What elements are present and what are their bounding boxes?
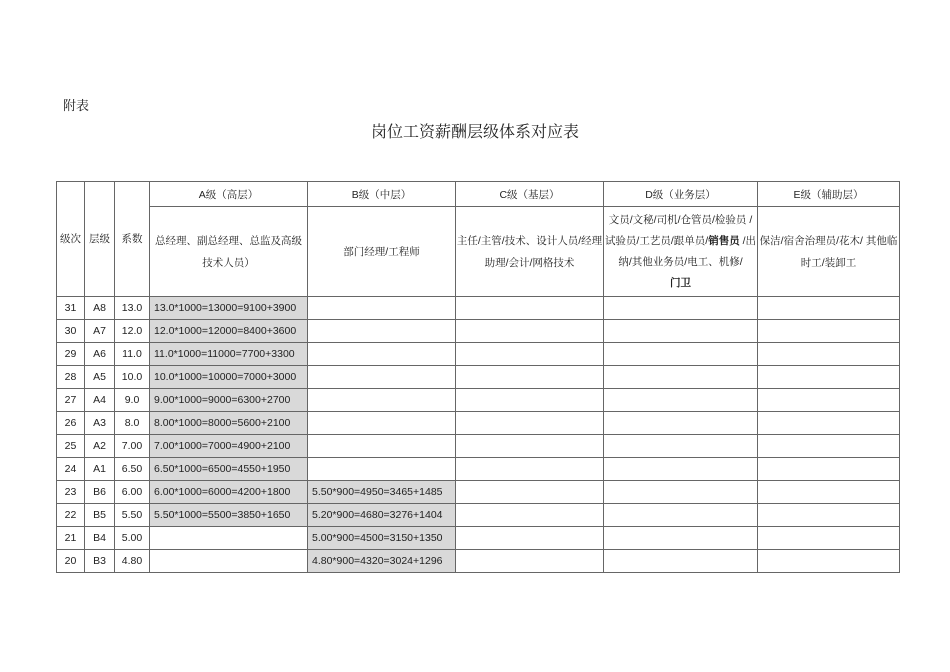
cell-cengji: A3 bbox=[85, 412, 115, 435]
cell-grade-b bbox=[308, 389, 456, 412]
cell-jici: 21 bbox=[57, 527, 85, 550]
table-row bbox=[57, 458, 900, 481]
cell-jici: 30 bbox=[57, 320, 85, 343]
grade-a-header: A级（高层） bbox=[150, 182, 308, 207]
cell-cengji: A6 bbox=[85, 343, 115, 366]
cell-cengji: A1 bbox=[85, 458, 115, 481]
cell-grade-d bbox=[604, 366, 758, 389]
grade-d-desc-part2: /出纳/其他业务员/电工、机修/ bbox=[618, 234, 757, 268]
cell-grade-d bbox=[604, 527, 758, 550]
header-cengji: 层级 bbox=[85, 182, 115, 297]
grade-d-desc-part1: 文员/文秘/司机/仓管员/检验员 /试验员/工艺员/跟单员/ bbox=[604, 213, 753, 247]
cell-xishu: 13.0 bbox=[115, 297, 150, 320]
cell-grade-d bbox=[604, 343, 758, 366]
cell-grade-c bbox=[456, 412, 604, 435]
table-row bbox=[57, 550, 900, 573]
cell-grade-b: 5.50*900=4950=3465+1485 bbox=[308, 481, 456, 504]
salary-grade-table bbox=[56, 181, 900, 573]
table-row bbox=[57, 320, 900, 343]
table-row bbox=[57, 435, 900, 458]
table-row bbox=[57, 412, 900, 435]
cell-grade-d bbox=[604, 504, 758, 527]
cell-grade-b: 5.20*900=4680=3276+1404 bbox=[308, 504, 456, 527]
cell-grade-a: 12.0*1000=12000=8400+3600 bbox=[150, 320, 308, 343]
cell-grade-d bbox=[604, 458, 758, 481]
cell-jici: 29 bbox=[57, 343, 85, 366]
cell-jici: 22 bbox=[57, 504, 85, 527]
grade-a-description: 总经理、副总经理、总监及高级技术人员） bbox=[150, 207, 308, 297]
cell-cengji: A7 bbox=[85, 320, 115, 343]
table-row bbox=[57, 481, 900, 504]
cell-jici: 26 bbox=[57, 412, 85, 435]
cell-grade-a: 7.00*1000=7000=4900+2100 bbox=[150, 435, 308, 458]
cell-jici: 20 bbox=[57, 550, 85, 573]
cell-jici: 24 bbox=[57, 458, 85, 481]
cell-cengji: A5 bbox=[85, 366, 115, 389]
cell-grade-e bbox=[758, 389, 900, 412]
cell-grade-a: 8.00*1000=8000=5600+2100 bbox=[150, 412, 308, 435]
appendix-label: 附表 bbox=[63, 99, 90, 114]
cell-xishu: 7.00 bbox=[115, 435, 150, 458]
cell-jici: 27 bbox=[57, 389, 85, 412]
cell-cengji: A8 bbox=[85, 297, 115, 320]
cell-jici: 25 bbox=[57, 435, 85, 458]
grade-e-header: E级（辅助层） bbox=[758, 182, 900, 207]
cell-grade-c bbox=[456, 435, 604, 458]
cell-grade-b: 4.80*900=4320=3024+1296 bbox=[308, 550, 456, 573]
table-row bbox=[57, 527, 900, 550]
cell-grade-d bbox=[604, 297, 758, 320]
cell-grade-b: 5.00*900=4500=3150+1350 bbox=[308, 527, 456, 550]
cell-xishu: 9.0 bbox=[115, 389, 150, 412]
cell-grade-d bbox=[604, 435, 758, 458]
cell-grade-b bbox=[308, 320, 456, 343]
cell-xishu: 6.00 bbox=[115, 481, 150, 504]
cell-grade-e bbox=[758, 458, 900, 481]
cell-grade-a bbox=[150, 550, 308, 573]
cell-grade-e bbox=[758, 550, 900, 573]
cell-grade-e bbox=[758, 366, 900, 389]
table-row bbox=[57, 389, 900, 412]
cell-cengji: B5 bbox=[85, 504, 115, 527]
grade-b-header: B级（中层） bbox=[308, 182, 456, 207]
cell-grade-c bbox=[456, 550, 604, 573]
cell-xishu: 10.0 bbox=[115, 366, 150, 389]
cell-xishu: 5.50 bbox=[115, 504, 150, 527]
cell-grade-c bbox=[456, 481, 604, 504]
cell-cengji: A4 bbox=[85, 389, 115, 412]
cell-xishu: 6.50 bbox=[115, 458, 150, 481]
cell-cengji: A2 bbox=[85, 435, 115, 458]
cell-grade-a: 9.00*1000=9000=6300+2700 bbox=[150, 389, 308, 412]
cell-grade-c bbox=[456, 366, 604, 389]
cell-grade-d bbox=[604, 481, 758, 504]
grade-c-description: 主任/主管/技术、设计人员/经理助理/会计/网格技术 bbox=[456, 207, 604, 297]
cell-jici: 23 bbox=[57, 481, 85, 504]
grade-c-header: C级（基层） bbox=[456, 182, 604, 207]
cell-grade-a: 10.0*1000=10000=7000+3000 bbox=[150, 366, 308, 389]
page-title: 岗位工资薪酬层级体系对应表 bbox=[370, 122, 579, 141]
cell-grade-a: 13.0*1000=13000=9100+3900 bbox=[150, 297, 308, 320]
cell-grade-c bbox=[456, 458, 604, 481]
cell-grade-e bbox=[758, 481, 900, 504]
cell-grade-c bbox=[456, 343, 604, 366]
cell-grade-d bbox=[604, 389, 758, 412]
cell-xishu: 8.0 bbox=[115, 412, 150, 435]
cell-grade-e bbox=[758, 504, 900, 527]
cell-grade-c bbox=[456, 389, 604, 412]
cell-grade-c bbox=[456, 527, 604, 550]
cell-cengji: B3 bbox=[85, 550, 115, 573]
cell-grade-e bbox=[758, 435, 900, 458]
table-row bbox=[57, 504, 900, 527]
grade-b-description: 部门经理/工程师 bbox=[308, 207, 456, 297]
cell-cengji: B6 bbox=[85, 481, 115, 504]
cell-grade-e bbox=[758, 412, 900, 435]
header-jici: 级次 bbox=[57, 182, 85, 297]
grade-d-header: D级（业务层） bbox=[604, 182, 758, 207]
grade-d-desc-bold2: 门卫 bbox=[670, 276, 691, 289]
cell-cengji: B4 bbox=[85, 527, 115, 550]
cell-grade-b bbox=[308, 435, 456, 458]
cell-jici: 28 bbox=[57, 366, 85, 389]
grade-e-description: 保洁/宿舍治理员/花木/ 其他临时工/装卸工 bbox=[758, 207, 900, 297]
cell-grade-b bbox=[308, 297, 456, 320]
cell-jici: 31 bbox=[57, 297, 85, 320]
cell-xishu: 4.80 bbox=[115, 550, 150, 573]
cell-xishu: 12.0 bbox=[115, 320, 150, 343]
cell-grade-c bbox=[456, 297, 604, 320]
cell-grade-a bbox=[150, 527, 308, 550]
cell-grade-a: 11.0*1000=11000=7700+3300 bbox=[150, 343, 308, 366]
cell-xishu: 5.00 bbox=[115, 527, 150, 550]
cell-grade-c bbox=[456, 320, 604, 343]
cell-grade-d bbox=[604, 550, 758, 573]
cell-grade-b bbox=[308, 458, 456, 481]
cell-grade-c bbox=[456, 504, 604, 527]
table-row bbox=[57, 297, 900, 320]
cell-grade-b bbox=[308, 343, 456, 366]
cell-grade-a: 5.50*1000=5500=3850+1650 bbox=[150, 504, 308, 527]
table-row bbox=[57, 343, 900, 366]
grade-d-desc-bold: 销售员 bbox=[708, 234, 740, 247]
header-xishu: 系数 bbox=[115, 182, 150, 297]
cell-grade-e bbox=[758, 343, 900, 366]
cell-grade-b bbox=[308, 366, 456, 389]
cell-grade-d bbox=[604, 320, 758, 343]
cell-grade-e bbox=[758, 320, 900, 343]
grade-d-description bbox=[604, 207, 758, 297]
cell-grade-a: 6.00*1000=6000=4200+1800 bbox=[150, 481, 308, 504]
cell-grade-e bbox=[758, 297, 900, 320]
cell-grade-d bbox=[604, 412, 758, 435]
cell-xishu: 11.0 bbox=[115, 343, 150, 366]
cell-grade-e bbox=[758, 527, 900, 550]
table-row bbox=[57, 366, 900, 389]
cell-grade-b bbox=[308, 412, 456, 435]
cell-grade-a: 6.50*1000=6500=4550+1950 bbox=[150, 458, 308, 481]
